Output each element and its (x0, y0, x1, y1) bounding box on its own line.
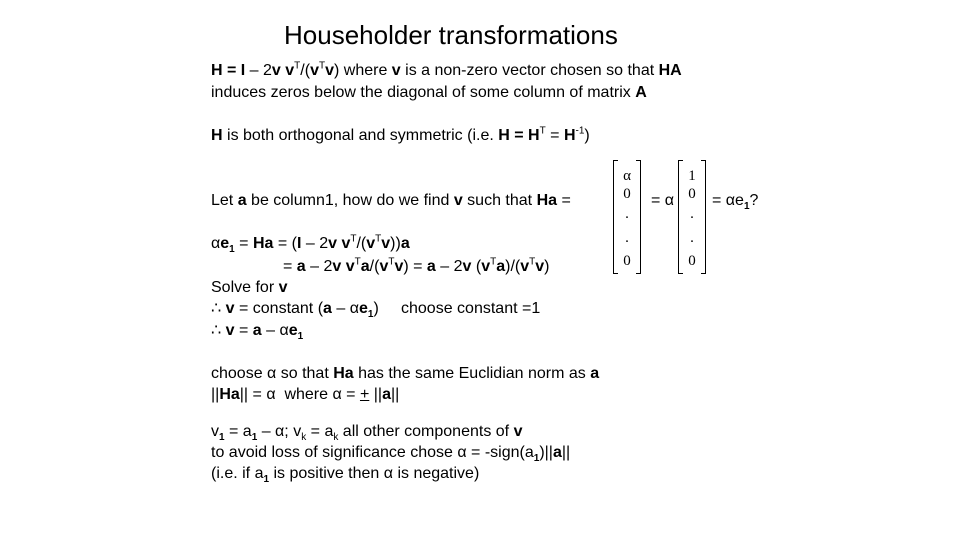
norm-line: ||Ha|| = α where α = + ||a|| (211, 386, 400, 403)
solve-line: Solve for v (211, 279, 288, 296)
vector-a-entry: 0 (623, 253, 631, 269)
alpha-e1-text: = αe (712, 192, 744, 209)
slide-title: Householder transformations (284, 20, 618, 50)
question-line: Let a be column1, how do we find v such that Ha = (211, 192, 571, 209)
vector-a-entry: α (623, 168, 631, 184)
definition-line-1: H = I – 2v $v^T/(v^Tv)$ where v is a non-zero vector chosen so that HA (211, 60, 682, 79)
therefore-line-2: ∴ $v = a - \alpha e_1$ (211, 322, 304, 343)
derivation-line-2: = a – 2v $v^Ta/(v^Tv) = a - 2v$ $(v^Ta)/(v^Tv)$ (283, 256, 550, 275)
sign-line: to avoid loss of significance chose $\alpha = -sign(a_1)||a||$ (211, 444, 571, 465)
vector-e1-entry: . (690, 206, 694, 222)
vector-e1 (678, 160, 706, 272)
definition-line-2: induces zeros below the diagonal of some column of matrix A (211, 84, 647, 101)
choose-alpha-line: choose α so that Ha has the same Euclidian norm as a (211, 365, 600, 382)
property-line: H is both orthogonal and symmetric (i.e. $H = H^T = H^{-1}$) (211, 125, 590, 144)
example-line: (i.e. if $a_1$ is positive then α is negative) (211, 465, 480, 486)
vector-e1-entry: . (690, 230, 694, 246)
question-mark: ? (749, 192, 759, 209)
vector-e1-entry: 1 (688, 168, 696, 184)
components-line: $v_1 = a_1 - \alpha$; $v_k = a_k$ all other components of v (211, 423, 523, 444)
vector-a (613, 160, 641, 272)
alpha-e1-question: = $\alpha e_1$? (712, 192, 759, 213)
vector-a-entry: 0 (623, 186, 631, 202)
vector-e1-entry: 0 (688, 253, 696, 269)
alpha-equals: = α (651, 192, 675, 209)
therefore-line-1: ∴ v = constant $(a - \alpha e_1)$ choose constant =1 (211, 300, 541, 321)
vector-e1-entry: 0 (688, 186, 696, 202)
vector-a-entry: . (625, 230, 629, 246)
derivation-line-1: $\alpha e_1 = Ha = (I - 2v$ $v^T/(v^Tv))a$ (211, 233, 410, 256)
vector-a-entry: . (625, 206, 629, 222)
